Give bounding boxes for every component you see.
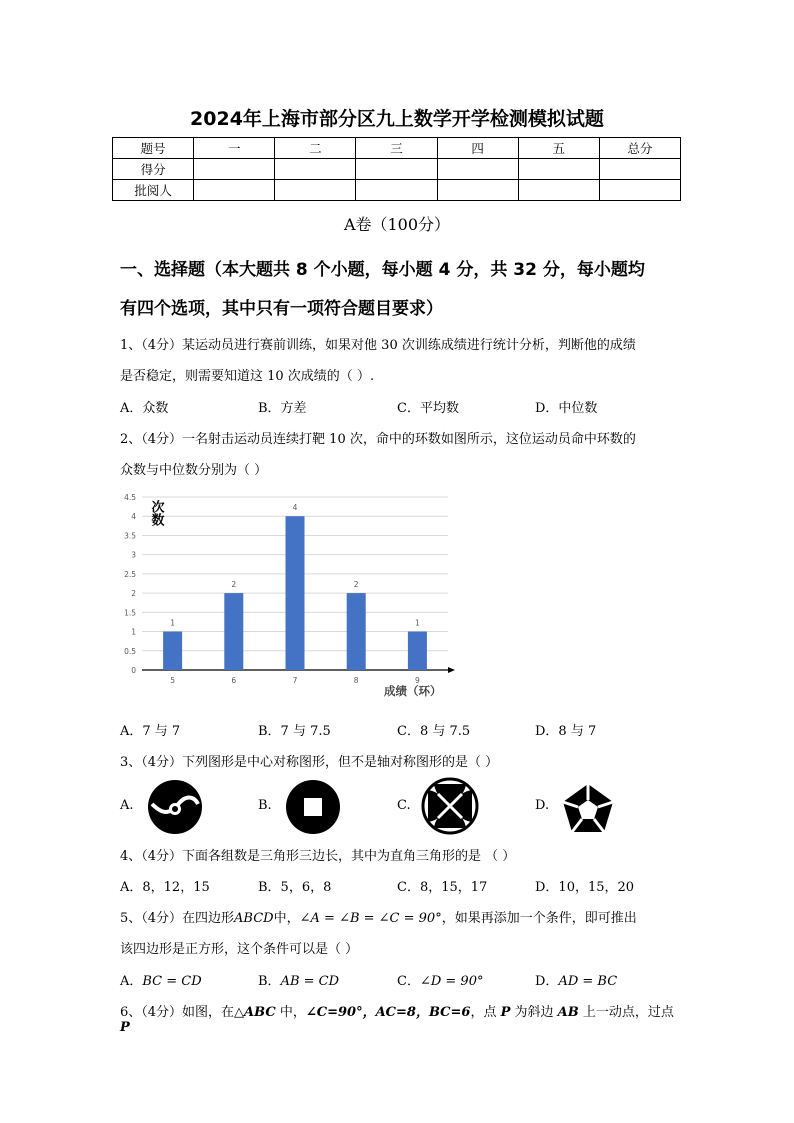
grader-cell[interactable] xyxy=(437,180,518,201)
header-cell: 一 xyxy=(194,138,275,159)
bar xyxy=(286,516,305,670)
q6-text-a: 6、（4分）如图，在 xyxy=(120,1005,235,1020)
q3-option-d-label[interactable]: D. xyxy=(535,798,550,813)
chart-bars xyxy=(163,503,427,670)
q2-option-a[interactable]: A．7 与 7 xyxy=(120,724,181,739)
q6-triangle: △ABC xyxy=(234,1005,276,1020)
q6-point-p: P xyxy=(500,1005,511,1020)
x-axis-ticks xyxy=(170,676,420,685)
q3-option-a-label[interactable]: A. xyxy=(120,798,134,813)
q6-hypotenuse: AB xyxy=(557,1005,579,1020)
q5-option-a-label: A． xyxy=(120,974,143,989)
grader-cell[interactable] xyxy=(599,180,680,201)
section-1-line2: 有四个选项，其中只有一项符合题目要求） xyxy=(120,299,443,319)
bar-data-label: 1 xyxy=(415,618,420,628)
q5-text-a: 5、（4分）在四边形 xyxy=(120,911,235,926)
bar-data-label: 4 xyxy=(292,503,298,513)
header-cell: 二 xyxy=(275,138,356,159)
q3-figure-c-icon[interactable] xyxy=(420,776,480,836)
q5-option-c-expr: ∠D = 90° xyxy=(419,974,484,989)
q1-option-a[interactable]: A．众数 xyxy=(120,401,169,416)
q5-option-d-expr: AD = BC xyxy=(558,974,618,989)
q6-text-b: 中， xyxy=(275,1005,306,1020)
y-axis-ticks xyxy=(124,493,136,675)
header-cell: 五 xyxy=(518,138,599,159)
q5-option-a[interactable] xyxy=(120,970,202,989)
q5-text-b: 中， xyxy=(273,911,300,926)
shots-bar-chart xyxy=(112,488,457,706)
q1-line1: 1、（4分）某运动员进行赛前训练，如果对他 30 次训练成绩进行统计分析，判断他的成绩 xyxy=(120,338,636,353)
x-tick-label: 8 xyxy=(353,676,359,685)
q5-line2: 该四边形是正方形，这个条件可以是（ ） xyxy=(120,942,359,957)
q5-option-b-expr: AB = CD xyxy=(280,974,340,989)
q1-option-b[interactable]: B．方差 xyxy=(258,401,307,416)
q6-line1 xyxy=(120,1001,680,1035)
section-1-line1: 一、选择题（本大题共 8 个小题，每小题 4 分，共 32 分，每小题均 xyxy=(120,260,645,280)
score-table-header-row xyxy=(113,138,681,159)
grader-row xyxy=(113,180,681,201)
q3-figure-a-icon[interactable] xyxy=(146,778,204,836)
q4-option-c[interactable]: C．8，15，17 xyxy=(397,880,488,895)
grader-cell[interactable] xyxy=(356,180,437,201)
bar xyxy=(224,593,243,670)
y-tick-label: 2.5 xyxy=(124,569,136,579)
header-cell: 三 xyxy=(356,138,437,159)
q3-option-b-label[interactable]: B. xyxy=(258,798,272,813)
q5-quad: ABCD xyxy=(234,911,274,926)
y-tick-label: 1.5 xyxy=(124,608,136,618)
q4-line1: 4、（4分）下面各组数是三角形三边长，其中为直角三角形的是 （ ） xyxy=(120,849,516,864)
score-cell[interactable] xyxy=(518,159,599,180)
y-tick-label: 1 xyxy=(131,627,136,637)
q5-option-c[interactable] xyxy=(397,970,483,989)
q5-option-d[interactable] xyxy=(535,970,617,989)
x-tick-label: 5 xyxy=(170,676,175,685)
q2-line1: 2、（4分）一名射击运动员连续打靶 10 次，命中的环数如图所示，这位运动员命中环数的 xyxy=(120,432,636,447)
grader-cell[interactable] xyxy=(275,180,356,201)
score-row xyxy=(113,159,681,180)
row-label: 批阅人 xyxy=(113,180,194,201)
score-cell[interactable] xyxy=(356,159,437,180)
score-cell[interactable] xyxy=(599,159,680,180)
q2-option-c[interactable]: C．8 与 7.5 xyxy=(397,724,471,739)
q5-line1 xyxy=(120,907,680,926)
header-cell: 四 xyxy=(437,138,518,159)
q6-text-d: 为斜边 xyxy=(510,1005,558,1020)
q4-option-a[interactable]: A．8，12，15 xyxy=(120,880,210,895)
q5-option-b[interactable] xyxy=(258,970,339,989)
header-cell: 总分 xyxy=(599,138,680,159)
score-cell[interactable] xyxy=(437,159,518,180)
x-tick-label: 6 xyxy=(231,676,237,685)
y-tick-label: 4 xyxy=(131,512,136,522)
section-a-heading: A卷（100分） xyxy=(343,215,451,234)
q6-point-p2: P xyxy=(120,1020,130,1035)
x-axis-arrow xyxy=(448,667,455,673)
y-tick-label: 3 xyxy=(131,550,136,560)
y-tick-label: 4.5 xyxy=(124,493,136,502)
score-cell[interactable] xyxy=(194,159,275,180)
x-axis-label: 成绩（环） xyxy=(384,684,442,698)
q5-option-b-label: B． xyxy=(258,974,281,989)
q3-figure-b-icon[interactable] xyxy=(284,778,342,836)
q2-option-d[interactable]: D．8 与 7 xyxy=(535,724,597,739)
q6-conditions: ∠C=90°，AC=8，BC=6 xyxy=(305,1005,471,1020)
y-tick-label: 2 xyxy=(131,589,136,599)
bar-data-label: 2 xyxy=(231,580,237,590)
y-tick-label: 3.5 xyxy=(124,531,136,541)
bar-data-label: 1 xyxy=(170,618,175,628)
q1-line2: 是否稳定，则需要知道这 10 次成绩的（ ）. xyxy=(120,369,375,384)
q4-option-b[interactable]: B．5，6，8 xyxy=(258,880,332,895)
q3-line1: 3、（4分）下列图形是中心对称图形，但不是轴对称图形的是（ ） xyxy=(120,755,499,770)
q3-option-c-label[interactable]: C. xyxy=(397,798,411,813)
q5-option-d-label: D． xyxy=(535,974,559,989)
q4-option-d[interactable]: D．10，15，20 xyxy=(535,880,635,895)
q1-option-c[interactable]: C．平均数 xyxy=(397,401,459,416)
score-table xyxy=(112,137,681,201)
bar-data-label: 2 xyxy=(353,580,359,590)
q6-text-e: 上一动点，过点 xyxy=(578,1005,674,1020)
y-axis-label: 次数 xyxy=(148,500,164,526)
header-cell: 题号 xyxy=(113,138,194,159)
y-tick-label: 0 xyxy=(131,666,136,675)
q2-line2: 众数与中位数分别为（ ） xyxy=(120,463,268,478)
grader-cell[interactable] xyxy=(518,180,599,201)
x-tick-label: 7 xyxy=(292,676,298,685)
q2-option-b[interactable]: B．7 与 7.5 xyxy=(258,724,331,739)
q5-text-c: ，如果再添加一个条件，即可推出 xyxy=(441,911,637,926)
grader-cell[interactable] xyxy=(194,180,275,201)
q5-angles: ∠A = ∠B = ∠C = 90° xyxy=(299,911,442,926)
y-tick-label: 0.5 xyxy=(124,646,136,656)
q3-figure-d-icon[interactable] xyxy=(560,782,616,836)
q5-option-c-label: C． xyxy=(397,974,420,989)
exam-title: 2024年上海市部分区九上数学开学检测模拟试题 xyxy=(190,108,604,130)
bar xyxy=(347,593,366,670)
x-tick-label: 9 xyxy=(415,676,420,685)
score-cell[interactable] xyxy=(275,159,356,180)
q5-option-a-expr: BC = CD xyxy=(142,974,202,989)
q6-text-c: ，点 xyxy=(470,1005,501,1020)
row-label: 得分 xyxy=(113,159,194,180)
q1-option-d[interactable]: D．中位数 xyxy=(535,401,598,416)
bar xyxy=(408,632,427,670)
bar xyxy=(163,632,182,670)
